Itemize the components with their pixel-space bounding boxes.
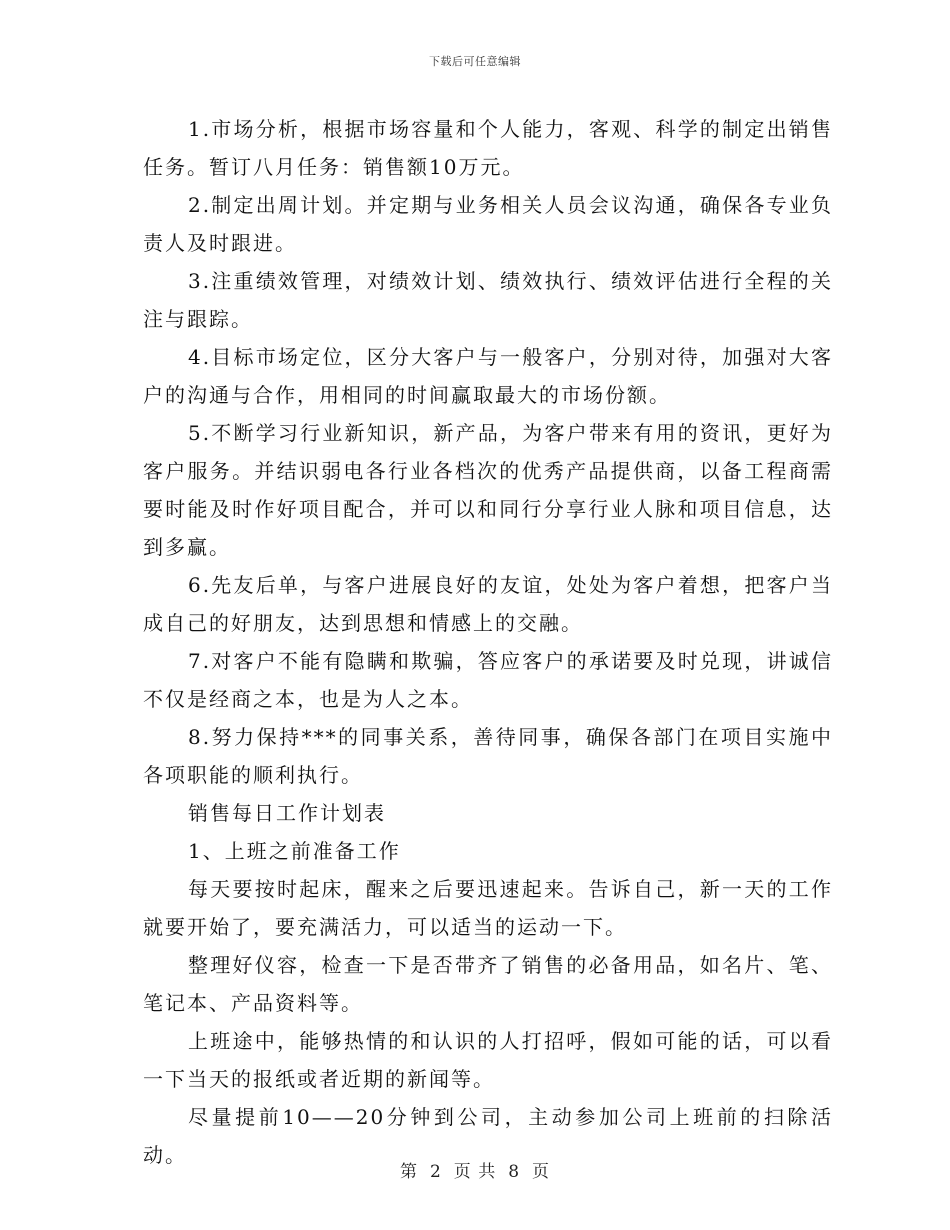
paragraph-8: 8.努力保持***的同事关系，善待同事，确保各部门在项目实施中各项职能的顺利执行。	[143, 725, 833, 787]
total-page-number: 8	[508, 1162, 521, 1182]
paragraph-3: 3.注重绩效管理，对绩效计划、绩效执行、绩效评估进行全程的关注与跟踪。	[143, 269, 833, 331]
subsection-title: 1、上班之前准备工作	[188, 839, 401, 863]
page-number-footer	[0, 1157, 950, 1182]
paragraph-1: 1.市场分析，根据市场容量和个人能力，客观、科学的制定出销售任务。暂订八月任务：销售额10万元。	[143, 117, 833, 179]
document-body	[143, 110, 833, 1174]
paragraph-12: 尽量提前10——20分钟到公司，主动参加公司上班前的扫除活动。	[143, 1105, 833, 1167]
paragraph-2: 2.制定出周计划。并定期与业务相关人员会议沟通，确保各专业负责人及时跟进。	[143, 193, 833, 255]
paragraph-4: 4.目标市场定位，区分大客户与一般客户，分别对待，加强对大客户的沟通与合作，用相同的时间赢取最大的市场份额。	[143, 345, 833, 407]
footer-suffix: 页	[532, 1162, 551, 1182]
paragraph-6: 6.先友后单，与客户进展良好的友谊，处处为客户着想，把客户当成自己的好朋友，达到思想和情感上的交融。	[143, 573, 833, 635]
current-page-number: 2	[429, 1162, 442, 1182]
page-header-note: 下载后可任意编辑	[429, 55, 521, 68]
paragraph-9: 每天要按时起床，醒来之后要迅速起来。告诉自己，新一天的工作就要开始了，要充满活力，可以适当的运动一下。	[143, 877, 833, 939]
footer-middle: 页 共	[453, 1162, 497, 1182]
section-title: 销售每日工作计划表	[188, 801, 386, 825]
footer-prefix: 第	[399, 1162, 418, 1182]
paragraph-5: 5.不断学习行业新知识，新产品，为客户带来有用的资讯，更好为客户服务。并结识弱电各行业各档次的优秀产品提供商，以备工程商需要时能及时作好项目配合，并可以和同行分享行业人脉和项目信息，达到多赢。	[143, 421, 833, 559]
paragraph-11: 上班途中，能够热情的和认识的人打招呼，假如可能的话，可以看一下当天的报纸或者近期的新闻等。	[143, 1029, 833, 1091]
paragraph-10: 整理好仪容，检查一下是否带齐了销售的必备用品，如名片、笔、笔记本、产品资料等。	[143, 953, 833, 1015]
paragraph-7: 7.对客户不能有隐瞒和欺骗，答应客户的承诺要及时兑现，讲诚信不仅是经商之本，也是为人之本。	[143, 649, 833, 711]
